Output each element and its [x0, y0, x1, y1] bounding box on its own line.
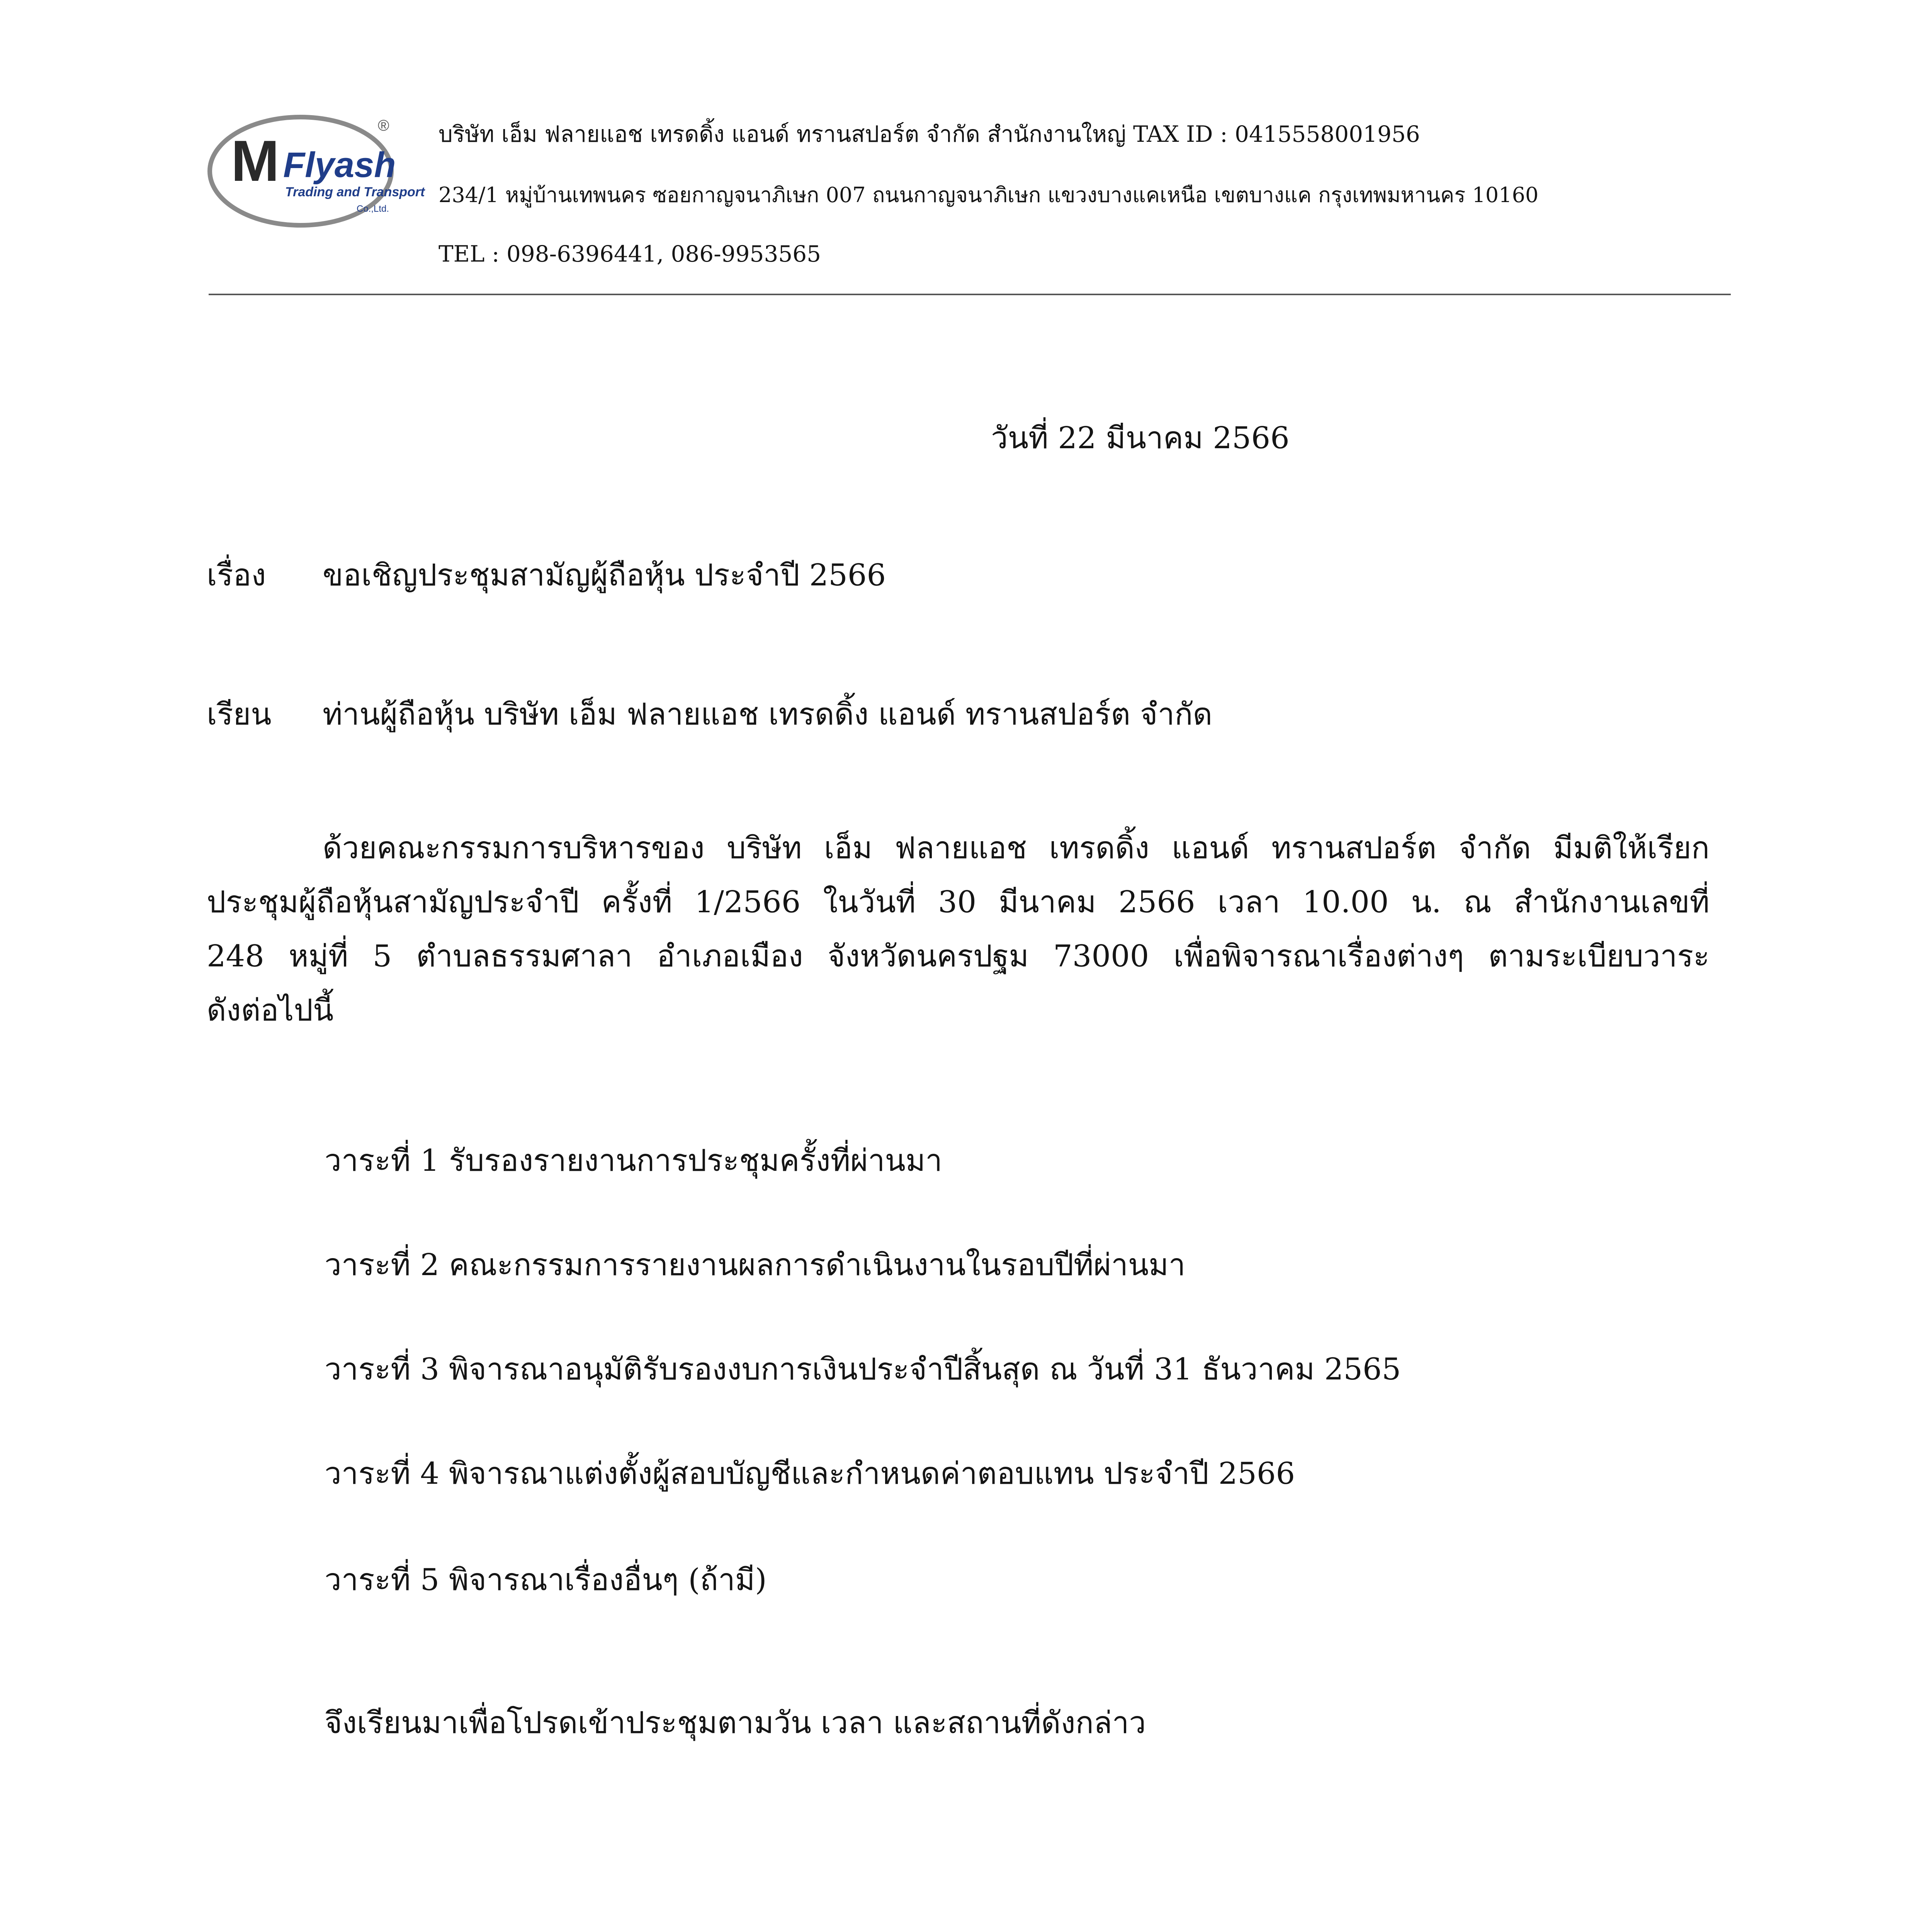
svg-text:M: M [231, 128, 279, 193]
agenda-item-5: วาระที่ 5 พิจารณาเรื่องอื่นๆ (ถ้ามี) [325, 1563, 767, 1597]
agenda-item-4: วาระที่ 4 พิจารณาแต่งตั้งผู้สอบบัญชีและกำหนดค่าตอบแทน ประจำปี 2566 [325, 1456, 1295, 1491]
closing-sentence: จึงเรียนมาเพื่อโปรดเข้าประชุมตามวัน เวลา และสถานที่ดังกล่าว [325, 1706, 1146, 1740]
company-logo [204, 104, 425, 231]
header-phone-line: TEL : 098-6396441, 086-9953565 [438, 241, 821, 267]
header-divider [209, 294, 1731, 295]
subject-text: ขอเชิญประชุมสามัญผู้ถือหุ้น ประจำปี 2566 [323, 558, 886, 593]
agenda-item-3: วาระที่ 3 พิจารณาอนุมัติรับรองงบการเงินประจำปีสิ้นสุด ณ วันที่ 31 ธันวาคม 2565 [325, 1352, 1401, 1387]
svg-text:®: ® [378, 117, 389, 134]
paragraph-line: ด้วยคณะกรรมการบริหารของ บริษัท เอ็ม ฟลายแอช เทรดดิ้ง แอนด์ ทรานสปอร์ต จำกัด มีมติให้เรียก [323, 831, 1710, 866]
paragraph-line: ประชุมผู้ถือหุ้นสามัญประจำปี ครั้งที่ 1/2566 ในวันที่ 30 มีนาคม 2566 เวลา 10.00 น. ณ สำนักงานเลขที่ [207, 885, 1710, 920]
svg-text:Co.,Ltd.: Co.,Ltd. [357, 204, 389, 214]
recipient-text: ท่านผู้ถือหุ้น บริษัท เอ็ม ฟลายแอช เทรดดิ้ง แอนด์ ทรานสปอร์ต จำกัด [323, 697, 1213, 732]
body-paragraph [207, 821, 1710, 1037]
header-address-line: 234/1 หมู่บ้านเทพนคร ซอยกาญจนาภิเษก 007 ถนนกาญจนาภิเษก แขวงบางแคเหนือ เขตบางแค กรุงเทพมหานคร 10160 [438, 183, 1539, 207]
header-company-line: บริษัท เอ็ม ฟลายแอช เทรดดิ้ง แอนด์ ทรานสปอร์ต จำกัด สำนักงานใหญ่ TAX ID : 0415558001956 [438, 121, 1420, 147]
agenda-item-1: วาระที่ 1 รับรองรายงานการประชุมครั้งที่ผ่านมา [325, 1143, 943, 1178]
paragraph-line: 248 หมู่ที่ 5 ตำบลธรรมศาลา อำเภอเมือง จังหวัดนครปฐม 73000 เพื่อพิจารณาเรื่องต่างๆ ตามระเบียบวาระ [207, 939, 1710, 974]
agenda-item-2: วาระที่ 2 คณะกรรมการรายงานผลการดำเนินงานในรอบปีที่ผ่านมา [325, 1248, 1186, 1282]
subject-label: เรื่อง [207, 558, 266, 593]
svg-text:Flyash: Flyash [283, 145, 396, 185]
letter-date: วันที่ 22 มีนาคม 2566 [991, 421, 1290, 456]
paragraph-line: ดังต่อไปนี้ [207, 993, 334, 1028]
svg-text:Trading and Transport: Trading and Transport [285, 185, 425, 199]
recipient-label: เรียน [207, 697, 272, 732]
